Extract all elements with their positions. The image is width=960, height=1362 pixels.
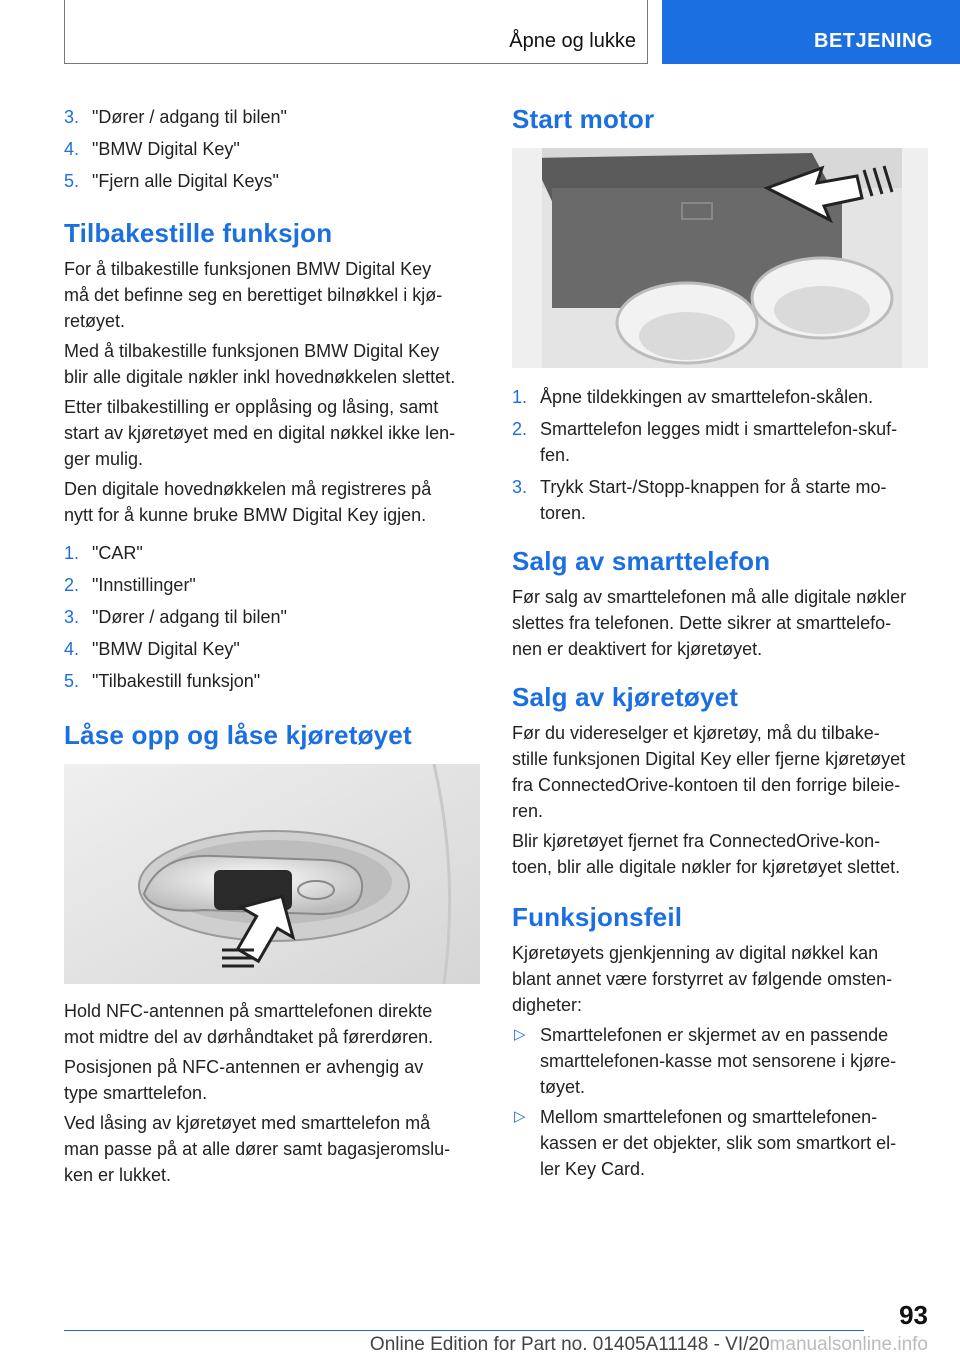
heading-sale-vehicle: Salg av kjøretøyet [512, 682, 739, 712]
triangle-bullet-icon: ▷ [514, 1026, 526, 1043]
footer-divider [64, 1330, 864, 1331]
paragraph: Den digitale hovednøkkelen må registreres på nytt for å kunne bruke BMW Digital Key igjen. [64, 479, 432, 525]
heading-reset: Tilbakestille funksjon [64, 218, 333, 248]
page-number: 93 [899, 1300, 928, 1330]
heading-start: Start motor [512, 104, 655, 134]
header-section-title: Åpne og lukke [509, 30, 636, 52]
footer-edition: Online Edition for Part no. 01405A11148 - VI/20manualsonline.info [369, 1334, 928, 1355]
paragraph: Før salg av smarttelefonen må alle digitale nøkler slettes fra telefonen. Dette sikrer at smarttelefo- nen er deaktivert for kjøretøyet. [512, 587, 907, 659]
paragraph: Ved låsing av kjøretøyet med smarttelefon må man passe på at alle dører samt bagasjeromslu- ken er lukket. [64, 1113, 451, 1185]
chapter-tab[interactable]: BETJENING [662, 0, 960, 64]
heading-sale-phone: Salg av smarttelefon [512, 546, 771, 576]
heading-fault: Funksjonsfeil [512, 902, 683, 932]
paragraph: Med å tilbakestille funksjonen BMW Digital Key blir alle digitale nøkler inkl hovednøkkelen slettet. [64, 341, 456, 387]
paragraph: Kjøretøyets gjenkjenning av digital nøkkel kan blant annet være forstyrret av følgende omsten- digheter: [512, 943, 893, 1015]
triangle-bullet-icon: ▷ [514, 1108, 526, 1125]
paragraph: Etter tilbakestilling er opplåsing og låsing, samt start av kjøretøyet med en digital nøkkel ikke len- ger mulig. [64, 397, 456, 469]
paragraph: Posisjonen på NFC-antennen er avhengig av type smarttelefon. [64, 1057, 424, 1103]
smartphone-tray-illustration [512, 148, 928, 368]
paragraph: Før du videreselger et kjøretøy, må du tilbake- stille funksjonen Digital Key eller fjerne kjøretøyet fra ConnectedOrive-kontoen til den forrige bileie- ren. [512, 723, 906, 821]
paragraph: For å tilbakestille funksjonen BMW Digital Key må det befinne seg en berettiget bilnøkkel i kjø- retøyet. [64, 259, 443, 331]
paragraph: Blir kjøretøyet fjernet fra ConnectedOrive-kon- toen, blir alle digitale nøkler for kjøretøyet slettet. [512, 831, 901, 877]
door-handle-illustration [64, 764, 480, 984]
paragraph: Hold NFC-antennen på smarttelefonen direkte mot midtre del av dørhåndtaket på førerdøren. [64, 1001, 434, 1047]
heading-unlock: Låse opp og låse kjøretøyet [64, 720, 412, 750]
